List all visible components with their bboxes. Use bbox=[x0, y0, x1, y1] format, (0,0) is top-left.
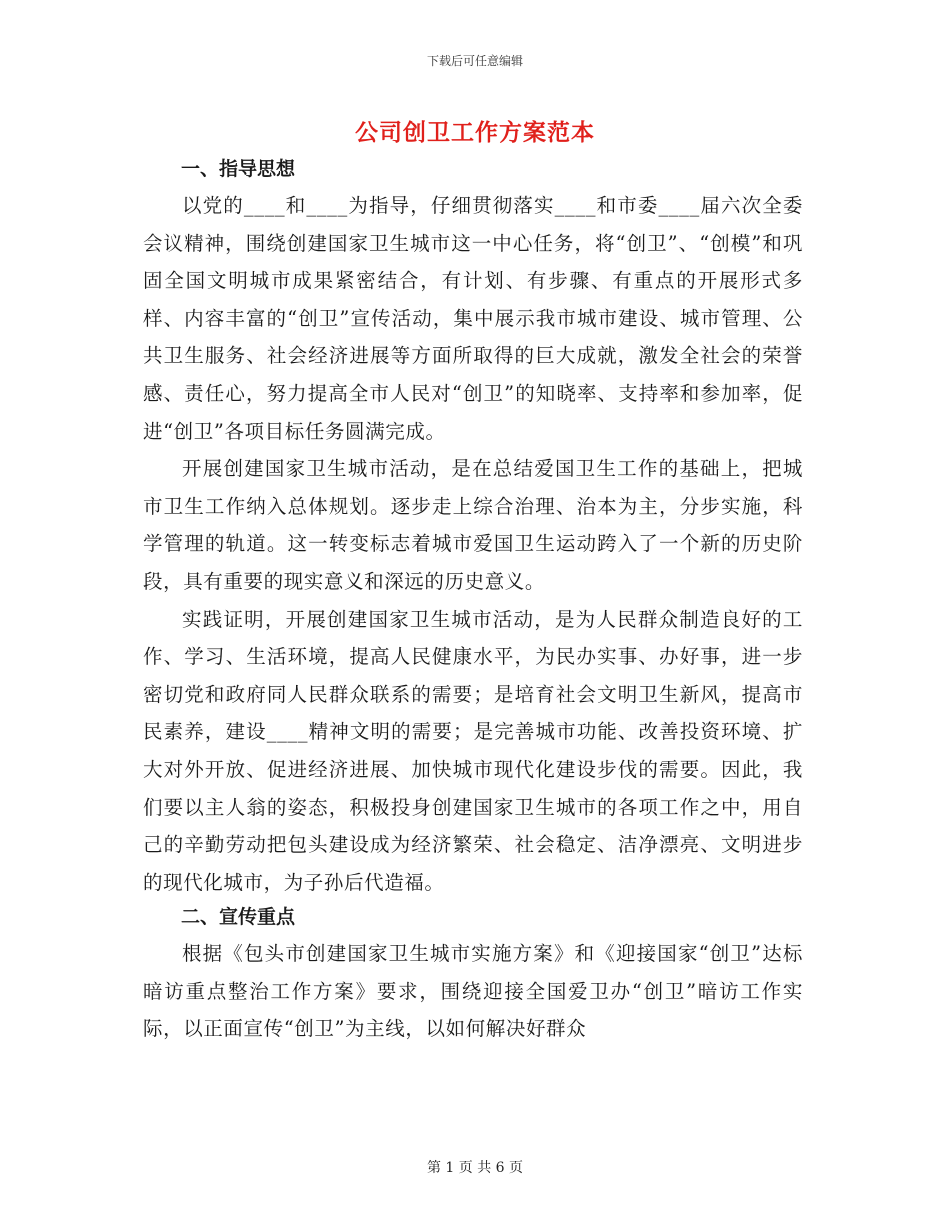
section-publicity-focus bbox=[143, 901, 803, 1048]
document-title: 公司创卫工作方案范本 bbox=[355, 119, 595, 146]
document-body bbox=[143, 153, 803, 1048]
section-guiding-ideology bbox=[143, 153, 803, 901]
section-heading: 一、指导思想 bbox=[181, 158, 296, 180]
section-heading: 二、宣传重点 bbox=[181, 906, 296, 929]
page-header-note: 下载后可任意编辑 bbox=[426, 54, 523, 68]
paragraph: 根据《包头市创建国家卫生城市实施方案》和《迎接国家“创卫”达标暗访重点整治工作方案》要求，围绕迎接全国爱卫办“创卫”暗访工作实际，以正面宣传“创卫”为主线，以如何解决好群众 bbox=[143, 942, 803, 1041]
page-number: 第 1 页 共 6 页 bbox=[426, 1160, 524, 1176]
paragraph: 以党的____和____为指导，仔细贯彻落实____和市委____届六次全委会议精神，围绕创建国家卫生城市这一中心任务，将“创卫”、“创模”和巩固全国文明城市成果紧密结合，有计划、有步骤、有重点的开展形式多样、内容丰富的“创卫”宣传活动，集中展示我市城市建设、城市管理、公共卫生服务、社会经济进展等方面所取得的巨大成就，激发全社会的荣誉感、责任心，努力提高全市人民对“创卫”的知晓率、支持率和参加率，促进“创卫”各项目标任务圆满完成。 bbox=[143, 194, 803, 443]
paragraph: 开展创建国家卫生城市活动，是在总结爱国卫生工作的基础上，把城市卫生工作纳入总体规划。逐步走上综合治理、治本为主，分步实施，科学管理的轨道。这一转变标志着城市爱国卫生运动跨入了一个新的历史阶段，具有重要的现实意义和深远的历史意义。 bbox=[143, 457, 803, 593]
paragraph: 实践证明，开展创建国家卫生城市活动，是为人民群众制造良好的工作、学习、生活环境，提高人民健康水平，为民办实事、办好事，进一步密切党和政府同人民群众联系的需要；是培育社会文明卫生新风，提高市民素养，建设____精神文明的需要；是完善城市功能、改善投资环境、扩大对外开放、促进经济进展、加快城市现代化建设步伐的需要。因此，我们要以主人翁的姿态，积极投身创建国家卫生城市的各项工作之中，用自己的辛勤劳动把包头建设成为经济繁荣、社会稳定、洁净漂亮、文明进步的现代化城市，为子孙后代造福。 bbox=[143, 607, 803, 894]
